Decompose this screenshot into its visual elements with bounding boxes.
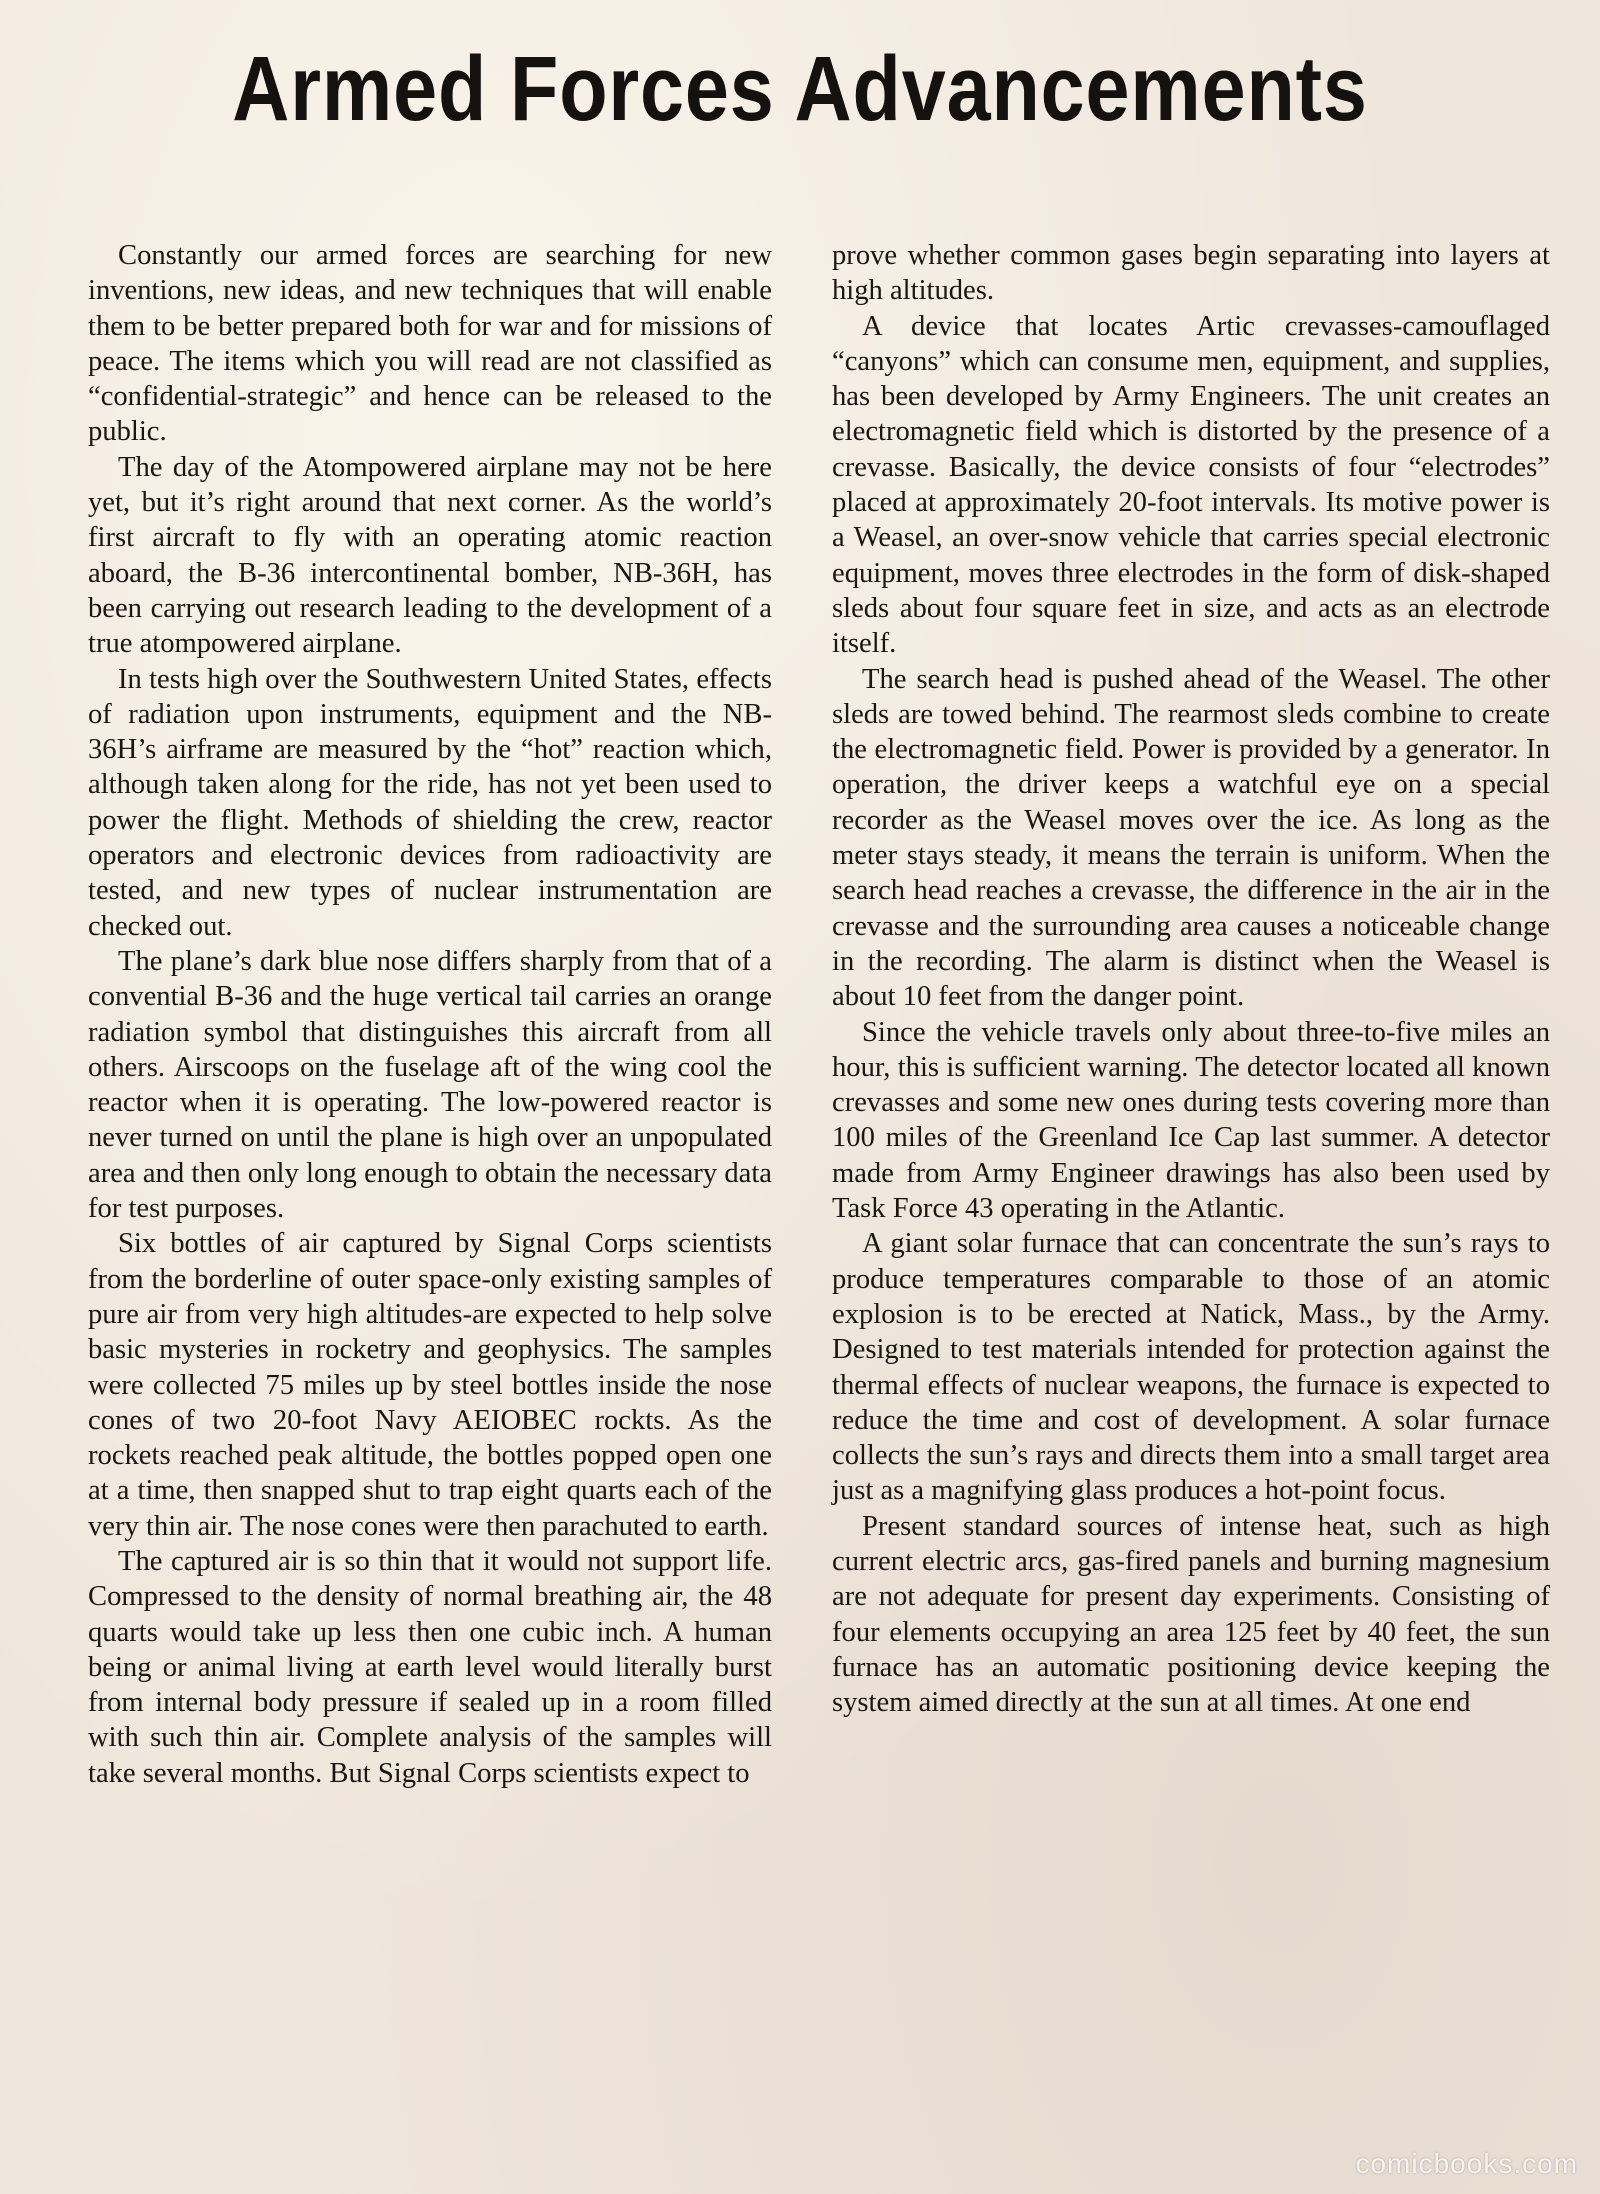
article-paragraph: A device that locates Artic crevasses-camouflaged “canyons” which can consume men, equipment, and supplies, has been developed by Army Engineers. The unit creates an electromagnetic field which is distorted by the presence of a crevasse. Basically, the device consists of four “electrodes” placed at approximately 20-foot intervals. Its motive power is a Weasel, an over-snow vehicle that carries special electronic equipment, moves three electrodes in the form of disk-shaped sleds about four square feet in size, and acts as an electrode itself. <box>832 310 1550 660</box>
watermark: comicbooks.com <box>1355 2148 1578 2179</box>
article-paragraph: Since the vehicle travels only about three-to-five miles an hour, this is sufficient warning. The detector located all known crevasses and some new ones during tests covering more than 100 miles of the Greenland Ice Cap last summer. A detector made from Army Engineer drawings has also been used by Task Force 43 operating in the Atlantic. <box>832 1016 1550 1225</box>
article-paragraph: A giant solar furnace that can concentrate the sun’s rays to produce temperatures comparable to those of an atomic explosion is to be erected at Natick, Mass., by the Army. Designed to test materials intended for protection against the thermal effects of nuclear weapons, the furnace is expected to reduce the time and cost of development. A solar furnace collects the sun’s rays and directs them into a small target area just as a magnifying glass produces a hot-point focus. <box>832 1228 1550 1507</box>
article-paragraph: prove whether common gases begin separating into layers at high altitudes. <box>832 240 1550 307</box>
article-paragraph: Present standard sources of intense heat, such as high current electric arcs, gas-fired panels and burning magnesium are not adequate for present day experiments. Consisting of four elements occupying an area 125 feet by 40 feet, the sun furnace has an automatic positioning device keeping the system aimed directly at the sun at all times. At one end <box>832 1510 1550 1719</box>
article-paragraph: The day of the Atompowered airplane may not be here yet, but it’s right around that next corner. As the world’s first aircraft to fly with an operating atomic reaction aboard, the B-36 intercontinental bomber, NB-36H, has been carrying out research leading to the development of a true atompowered airplane. <box>88 451 772 660</box>
article-column-left <box>88 238 772 1791</box>
page-title: Armed Forces Advancements <box>232 38 1368 140</box>
article-paragraph: The search head is pushed ahead of the Weasel. The other sleds are towed behind. The rearmost sleds combine to create the electromagnetic field. Power is provided by a generator. In operation, the driver keeps a watchful eye on a special recorder as the Weasel moves over the ice. As long as the meter stays steady, it means the terrain is uniform. When the search head reaches a crevasse, the difference in the air in the crevasse and the surrounding area causes a noticeable change in the recording. The alarm is distinct when the Weasel is about 10 feet from the danger point. <box>832 663 1550 1013</box>
article-paragraph: In tests high over the Southwestern United States, effects of radiation upon instruments, equipment and the NB-36H’s airframe are measured by the “hot” reaction which, although taken along for the ride, has not yet been used to power the flight. Methods of shielding the crew, reactor operators and electronic devices from radioactivity are tested, and new types of nuclear instrumentation are checked out. <box>88 663 772 942</box>
article-paragraph: The captured air is so thin that it would not support life. Compressed to the density of normal breathing air, the 48 quarts would take up less then one cubic inch. A human being or animal living at earth level would literally burst from internal body pressure if sealed up in a room filled with such thin air. Complete analysis of the samples will take several months. But Signal Corps scientists expect to <box>88 1545 772 1789</box>
article-column-right <box>832 238 1550 1720</box>
article-paragraph: Constantly our armed forces are searching for new inventions, new ideas, and new techniques that will enable them to be better prepared both for war and for missions of peace. The items which you will read are not classified as “confidential-strategic” and hence can be released to the public. <box>88 240 772 448</box>
article-paragraph: The plane’s dark blue nose differs sharply from that of a convential B-36 and the huge vertical tail carries an orange radiation symbol that distinguishes this aircraft from all others. Airscoops on the fuselage aft of the wing cool the reactor when it is operating. The low-powered reactor is never turned on until the plane is high over an unpopulated area and then only long enough to obtain the necessary data for test purposes. <box>88 945 772 1225</box>
article-paragraph: Six bottles of air captured by Signal Corps scientists from the borderline of outer space-only existing samples of pure air from very high altitudes-are expected to help solve basic mysteries in rocketry and geophysics. The samples were collected 75 miles up by steel bottles inside the nose cones of two 20-foot Navy AEIOBEC rockts. As the rockets reached peak altitude, the bottles popped open one at a time, then snapped shut to trap eight quarts each of the very thin air. The nose cones were then parachuted to earth. <box>88 1228 772 1542</box>
